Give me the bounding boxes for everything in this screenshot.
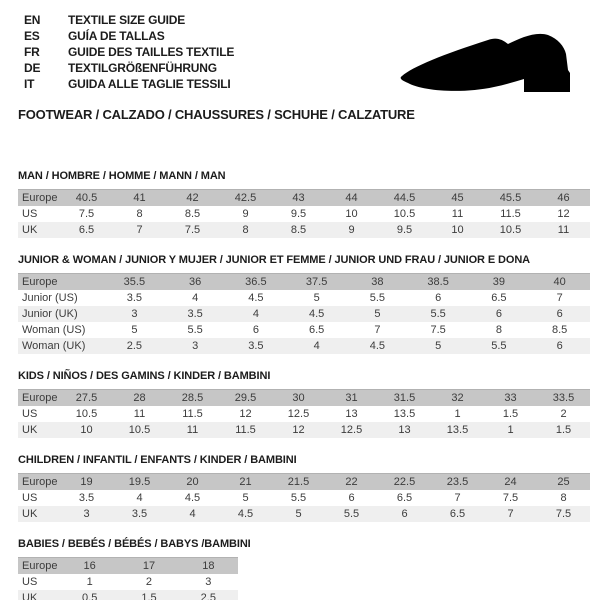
size-value: 7.5	[430, 324, 446, 336]
size-value: 7	[507, 508, 514, 520]
size-row-man-europe	[18, 190, 590, 207]
size-row-kids-uk	[18, 422, 590, 438]
size-value: 4.5	[248, 292, 264, 304]
size-value: 22	[345, 476, 358, 488]
table-title-children: CHILDREN / INFANTIL / ENFANTS / KINDER / BAMBINI	[18, 454, 297, 466]
size-value: 5	[242, 492, 249, 504]
size-value: 44.5	[393, 192, 416, 204]
size-value: 6	[252, 324, 259, 336]
row-label: Woman (US)	[22, 324, 86, 336]
size-value: 38	[371, 276, 384, 288]
size-value: 4	[189, 508, 196, 520]
size-value: 29.5	[234, 392, 257, 404]
size-table-section-children	[18, 453, 590, 522]
row-label: UK	[22, 592, 38, 600]
size-value: 10	[345, 208, 358, 220]
size-value: 22.5	[393, 476, 416, 488]
category-title: FOOTWEAR / CALZADO / CHAUSSURES / SCHUHE / CALZATURE	[18, 107, 415, 122]
size-value: 13.5	[393, 408, 416, 420]
size-table-children	[18, 473, 590, 522]
size-value: 5.5	[369, 292, 386, 304]
size-value: 2	[560, 408, 567, 420]
size-value: 19	[80, 476, 93, 488]
row-label: Woman (UK)	[22, 340, 86, 352]
size-table-section-kids	[18, 369, 590, 438]
size-value: 5.5	[290, 492, 307, 504]
row-label: Europe	[22, 476, 58, 488]
size-table-babies	[18, 557, 238, 600]
size-value: 9.5	[396, 224, 413, 236]
size-value: 43	[292, 192, 305, 204]
size-value: 8	[242, 224, 249, 236]
size-row-man-uk	[18, 222, 590, 238]
size-value: 3.5	[248, 340, 264, 352]
size-value: 5	[313, 292, 320, 304]
size-value: 13	[398, 424, 411, 436]
row-label: Europe	[22, 276, 58, 288]
size-value: 11.5	[500, 208, 521, 220]
row-label: Junior (US)	[22, 292, 78, 304]
row-label: UK	[22, 508, 38, 520]
size-value: 7	[136, 224, 143, 236]
size-value: 1	[507, 424, 514, 436]
size-value: 5	[435, 340, 442, 352]
row-label: Junior (UK)	[22, 308, 78, 320]
size-value: 6.5	[78, 224, 95, 236]
size-row-children-europe	[18, 474, 590, 491]
language-code: DE	[24, 61, 41, 75]
size-value: 21	[239, 476, 252, 488]
table-title-babies: BABIES / BEBÉS / BÉBÉS / BABYS /BAMBINI	[18, 538, 251, 550]
size-value: 46	[557, 192, 570, 204]
size-value: 28	[133, 392, 146, 404]
language-label: GUÍA DE TALLAS	[68, 29, 165, 43]
size-value: 40	[553, 276, 566, 288]
size-value: 4	[313, 340, 320, 352]
size-value: 10.5	[499, 224, 522, 236]
size-value: 6.5	[449, 508, 466, 520]
language-code: FR	[24, 45, 40, 59]
size-value: 1.5	[141, 592, 157, 600]
size-value: 6	[401, 508, 408, 520]
size-value: 2.5	[126, 340, 143, 352]
size-value: 8.5	[184, 208, 201, 220]
size-value: 35.5	[123, 276, 146, 288]
language-label: GUIDE DES TAILLES TEXTILE	[68, 45, 235, 59]
table-title-man: MAN / HOMBRE / HOMME / MANN / MAN	[18, 170, 226, 182]
size-value: 5.5	[187, 324, 203, 336]
size-value: 8	[560, 492, 567, 504]
size-value: 7.5	[502, 492, 519, 504]
language-code: EN	[24, 13, 41, 27]
size-value: 39	[492, 276, 505, 288]
row-label: US	[22, 208, 38, 220]
size-value: 21.5	[287, 476, 310, 488]
size-value: 36.5	[245, 276, 267, 288]
size-value: 5.5	[430, 308, 446, 320]
size-value: 2.5	[200, 592, 216, 600]
size-value: 31	[345, 392, 358, 404]
row-label: US	[22, 492, 38, 504]
size-value: 8.5	[551, 324, 568, 336]
size-value: 13	[345, 408, 358, 420]
size-value: 7.5	[555, 508, 572, 520]
size-value: 12	[292, 424, 305, 436]
size-value: 12	[239, 408, 252, 420]
size-value: 42	[186, 192, 199, 204]
language-row-en	[24, 12, 234, 28]
size-value: 3.5	[187, 308, 203, 320]
size-value: 40.5	[75, 192, 98, 204]
size-value: 32	[451, 392, 464, 404]
size-value: 10	[80, 424, 93, 436]
size-value: 23.5	[446, 476, 469, 488]
size-value: 24	[504, 476, 517, 488]
row-label: Europe	[22, 392, 58, 404]
size-value: 4	[192, 292, 199, 304]
size-value: 44	[345, 192, 358, 204]
size-table-section-junior-woman	[18, 253, 590, 354]
size-value: 30	[292, 392, 305, 404]
dress-shoe-icon	[396, 30, 586, 98]
size-value: 11.5	[182, 408, 203, 420]
row-label: UK	[22, 424, 38, 436]
size-value: 28.5	[181, 392, 204, 404]
size-value: 42.5	[234, 192, 257, 204]
size-value: 7.5	[184, 224, 201, 236]
size-row-babies-us	[18, 574, 238, 590]
size-value: 6	[348, 492, 355, 504]
size-row-children-us	[18, 490, 590, 506]
size-value: 10.5	[128, 424, 151, 436]
size-value: 12.5	[340, 424, 363, 436]
size-value: 3.5	[78, 492, 95, 504]
language-row-es	[24, 28, 234, 44]
size-table-section-man	[18, 169, 590, 238]
size-value: 4	[136, 492, 143, 504]
size-value: 11	[451, 208, 464, 220]
size-tables	[18, 169, 590, 600]
language-row-it	[24, 76, 234, 92]
size-value: 1.5	[502, 408, 519, 420]
size-value: 7	[454, 492, 461, 504]
size-value: 10.5	[393, 208, 416, 220]
language-row-fr	[24, 44, 234, 60]
size-value: 2	[145, 576, 153, 588]
size-value: 8	[136, 208, 143, 220]
size-row-junior-woman-woman-us	[18, 322, 590, 338]
size-value: 7.5	[78, 208, 95, 220]
size-value: 11	[186, 424, 199, 436]
size-value: 8.5	[290, 224, 307, 236]
table-title-junior-woman: JUNIOR & WOMAN / JUNIOR Y MUJER / JUNIOR ET FEMME / JUNIOR UND FRAU / JUNIOR E DONA	[18, 254, 531, 266]
size-table-man	[18, 189, 590, 238]
size-value: 9	[348, 224, 355, 236]
size-value: 11.5	[235, 424, 256, 436]
size-row-junior-woman-junior-uk	[18, 306, 590, 322]
table-title-kids: KIDS / NIÑOS / DES GAMINS / KINDER / BAMBINI	[18, 370, 271, 382]
size-value: 11	[133, 408, 146, 420]
size-value: 4	[252, 308, 259, 320]
size-value: 7	[374, 324, 381, 336]
size-row-babies-europe	[18, 558, 238, 575]
size-value: 9	[242, 208, 249, 220]
size-value: 16	[83, 560, 96, 572]
size-value: 36	[189, 276, 202, 288]
size-value: 12	[557, 208, 570, 220]
size-value: 1	[86, 576, 93, 588]
size-value: 8	[495, 324, 502, 336]
row-label: Europe	[22, 192, 58, 204]
size-value: 4.5	[184, 492, 201, 504]
language-row-de	[24, 60, 234, 76]
size-row-junior-woman-junior-us	[18, 290, 590, 306]
size-value: 12.5	[287, 408, 310, 420]
size-value: 45	[451, 192, 464, 204]
size-value: 6	[556, 308, 563, 320]
size-value: 3	[205, 576, 212, 588]
size-value: 1	[454, 408, 461, 420]
size-row-children-uk	[18, 506, 590, 522]
size-value: 19.5	[128, 476, 151, 488]
size-value: 3	[131, 308, 138, 320]
size-value: 6	[556, 340, 563, 352]
size-value: 13.5	[446, 424, 469, 436]
row-label: US	[22, 576, 38, 588]
size-value: 41	[133, 192, 146, 204]
size-value: 25	[557, 476, 570, 488]
language-list	[24, 12, 234, 92]
size-value: 4.5	[308, 308, 325, 320]
size-value: 1.5	[555, 424, 572, 436]
size-value: 10	[451, 224, 464, 236]
size-value: 5	[374, 308, 381, 320]
size-value: 4.5	[237, 508, 254, 520]
size-value: 3.5	[131, 508, 148, 520]
size-value: 5.5	[491, 340, 507, 352]
size-row-man-us	[18, 206, 590, 222]
size-value: 3	[83, 508, 90, 520]
size-value: 11	[557, 224, 570, 236]
size-value: 37.5	[305, 276, 328, 288]
language-code: IT	[24, 77, 35, 91]
size-table-section-babies	[18, 537, 590, 600]
size-row-junior-woman-europe	[18, 274, 590, 291]
size-value: 0.5	[82, 592, 98, 600]
language-label: TEXTILE SIZE GUIDE	[68, 13, 186, 27]
size-table-junior-woman	[18, 273, 590, 354]
size-value: 6	[435, 292, 442, 304]
size-value: 27.5	[75, 392, 98, 404]
size-value: 3	[192, 340, 199, 352]
size-value: 5	[295, 508, 302, 520]
size-value: 6	[495, 308, 502, 320]
size-value: 6.5	[491, 292, 507, 304]
size-row-kids-europe	[18, 390, 590, 407]
size-value: 10.5	[75, 408, 98, 420]
row-label: UK	[22, 224, 38, 236]
size-value: 33.5	[552, 392, 575, 404]
size-value: 31.5	[393, 392, 416, 404]
size-value: 7	[556, 292, 563, 304]
size-value: 20	[186, 476, 199, 488]
language-label: TEXTILGRÖßENFÜHRUNG	[68, 61, 217, 75]
size-value: 5.5	[343, 508, 360, 520]
size-value: 4.5	[369, 340, 386, 352]
language-label: GUIDA ALLE TAGLIE TESSILI	[68, 77, 231, 91]
size-value: 6.5	[396, 492, 413, 504]
language-code: ES	[24, 29, 40, 43]
size-value: 18	[202, 560, 215, 572]
size-value: 45.5	[499, 192, 522, 204]
size-value: 9.5	[290, 208, 307, 220]
row-label: Europe	[22, 560, 58, 572]
size-value: 38.5	[427, 276, 449, 288]
size-row-babies-uk	[18, 590, 238, 600]
size-value: 6.5	[308, 324, 325, 336]
row-label: US	[22, 408, 38, 420]
size-value: 17	[142, 560, 156, 572]
size-row-junior-woman-woman-uk	[18, 338, 590, 354]
size-value: 5	[131, 324, 138, 336]
size-value: 33	[504, 392, 517, 404]
size-value: 3.5	[126, 292, 143, 304]
size-table-kids	[18, 389, 590, 438]
size-row-kids-us	[18, 406, 590, 422]
